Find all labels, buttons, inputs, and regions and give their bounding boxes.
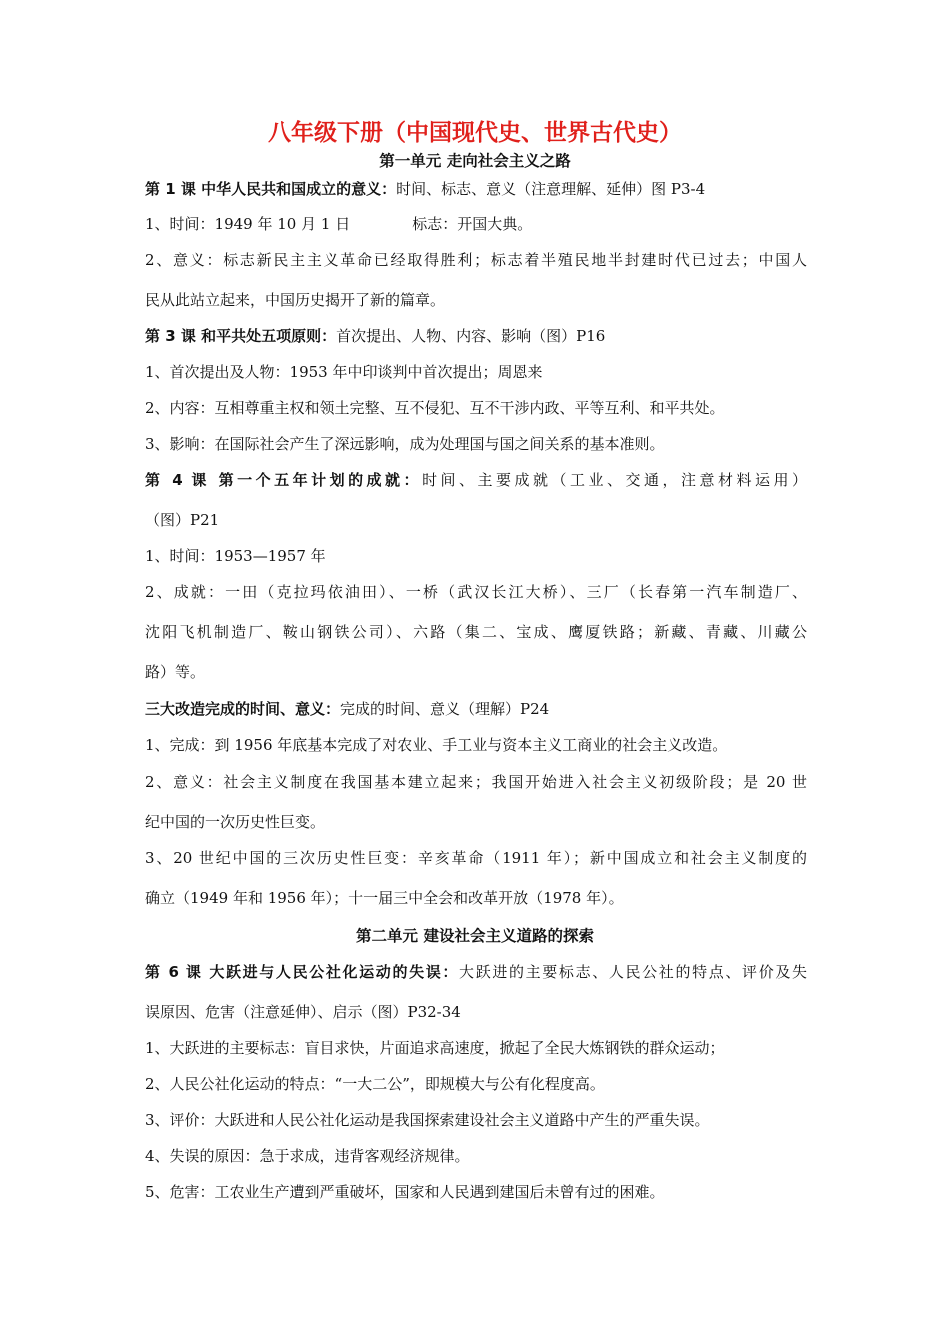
lesson-3-heading-line [145,325,815,347]
document-title: 八年级下册（中国现代史、世界古代史） [268,120,682,146]
lesson-4-heading: 第 4 课 第一个五年计划的成就： [145,471,423,489]
lesson-3-item-3: 3、影响：在国际社会产生了深远影响，成为处理国与国之间关系的基本准则。 [145,435,665,453]
lesson-4-item-2-line-2: 沈阳飞机制造厂、鞍山钢铁公司）、六路（集二、宝成、鹰厦铁路；新藏、青藏、川藏公 [145,623,807,641]
lesson-6-heading-line [145,961,807,983]
lesson-3-item-2: 2、内容：互相尊重主权和领土完整、互不侵犯、互不干涉内政、平等互利、和平共处。 [145,399,725,417]
lesson-3-desc: 首次提出、人物、内容、影响（图）P16 [336,327,606,345]
lesson-1-meaning-line-2: 民从此站立起来，中国历史揭开了新的篇章。 [145,291,446,309]
lesson-6-item-2: 2、人民公社化运动的特点：“一大二公”，即规模大与公有化程度高。 [145,1075,605,1093]
lesson-6-heading: 第 6 课 大跃进与人民公社化运动的失误： [145,963,460,981]
lesson-3-heading: 第 3 课 和平共处五项原则： [145,327,337,345]
lesson-6-desc: 大跃进的主要标志、人民公社的特点、评价及失 [459,963,807,981]
lesson-1-heading: 第 1 课 中华人民共和国成立的意义： [145,180,397,198]
reform-item-3-line-1: 3、20 世纪中国的三次历史性巨变：辛亥革命（1911 年）；新中国成立和社会主义制度的 [145,849,807,867]
lesson-6-item-4: 4、失误的原因：急于求成，违背客观经济规律。 [145,1147,470,1165]
reform-desc: 完成的时间、意义（理解）P24 [340,700,550,718]
lesson-6-item-5: 5、危害：工农业生产遭到严重破坏，国家和人民遇到建国后未曾有过的困难。 [145,1183,665,1201]
reform-heading-line [145,698,815,720]
reform-heading: 三大改造完成的时间、意义： [145,700,341,718]
lesson-4-item-1: 1、时间：1953—1957 年 [145,547,326,565]
reform-item-2-line-2: 纪中国的一次历史性巨变。 [145,813,326,831]
lesson-4-item-2-line-3: 路）等。 [145,663,206,681]
lesson-4-heading-line [145,469,807,491]
unit-2-title: 第二单元 建设社会主义道路的探索 [356,927,594,945]
lesson-4-desc: 时间、主要成就（工业、交通，注意材料运用） [422,471,807,489]
lesson-1-desc: 时间、标志、意义（注意理解、延伸）图 P3-4 [396,180,706,198]
reform-item-1: 1、完成：到 1956 年底基本完成了对农业、手工业与资本主义工商业的社会主义改造。 [145,736,728,754]
reform-item-2-line-1: 2、意义：社会主义制度在我国基本建立起来；我国开始进入社会主义初级阶段；是 20 世 [145,773,807,791]
lesson-6-item-1: 1、大跃进的主要标志：盲目求快，片面追求高速度，掀起了全民大炼钢铁的群众运动； [145,1039,725,1057]
lesson-3-item-1: 1、首次提出及人物：1953 年中印谈判中首次提出；周恩来 [145,363,543,381]
lesson-1-symbol: 标志：开国大典。 [412,215,533,233]
lesson-6-item-3: 3、评价：大跃进和人民公社化运动是我国探索建设社会主义道路中产生的严重失误。 [145,1111,710,1129]
lesson-1-time-line [145,213,815,235]
unit-1-title: 第一单元 走向社会主义之路 [379,152,571,170]
lesson-1-meaning-line-1: 2、意义：标志新民主主义革命已经取得胜利；标志着半殖民地半封建时代已过去；中国人 [145,251,807,269]
lesson-1-time: 1、时间：1949 年 10 月 1 日 [145,215,351,233]
reform-item-3-line-2: 确立（1949 年和 1956 年）；十一届三中全会和改革开放（1978 年）。 [145,889,624,907]
lesson-1-heading-line [145,178,815,200]
lesson-4-desc-line-2: （图）P21 [145,511,220,529]
lesson-6-desc-line-2: 误原因、危害（注意延伸）、启示（图）P32-34 [145,1003,461,1021]
lesson-4-item-2-line-1: 2、成就：一田（克拉玛依油田）、一桥（武汉长江大桥）、三厂（长春第一汽车制造厂、 [145,583,807,601]
